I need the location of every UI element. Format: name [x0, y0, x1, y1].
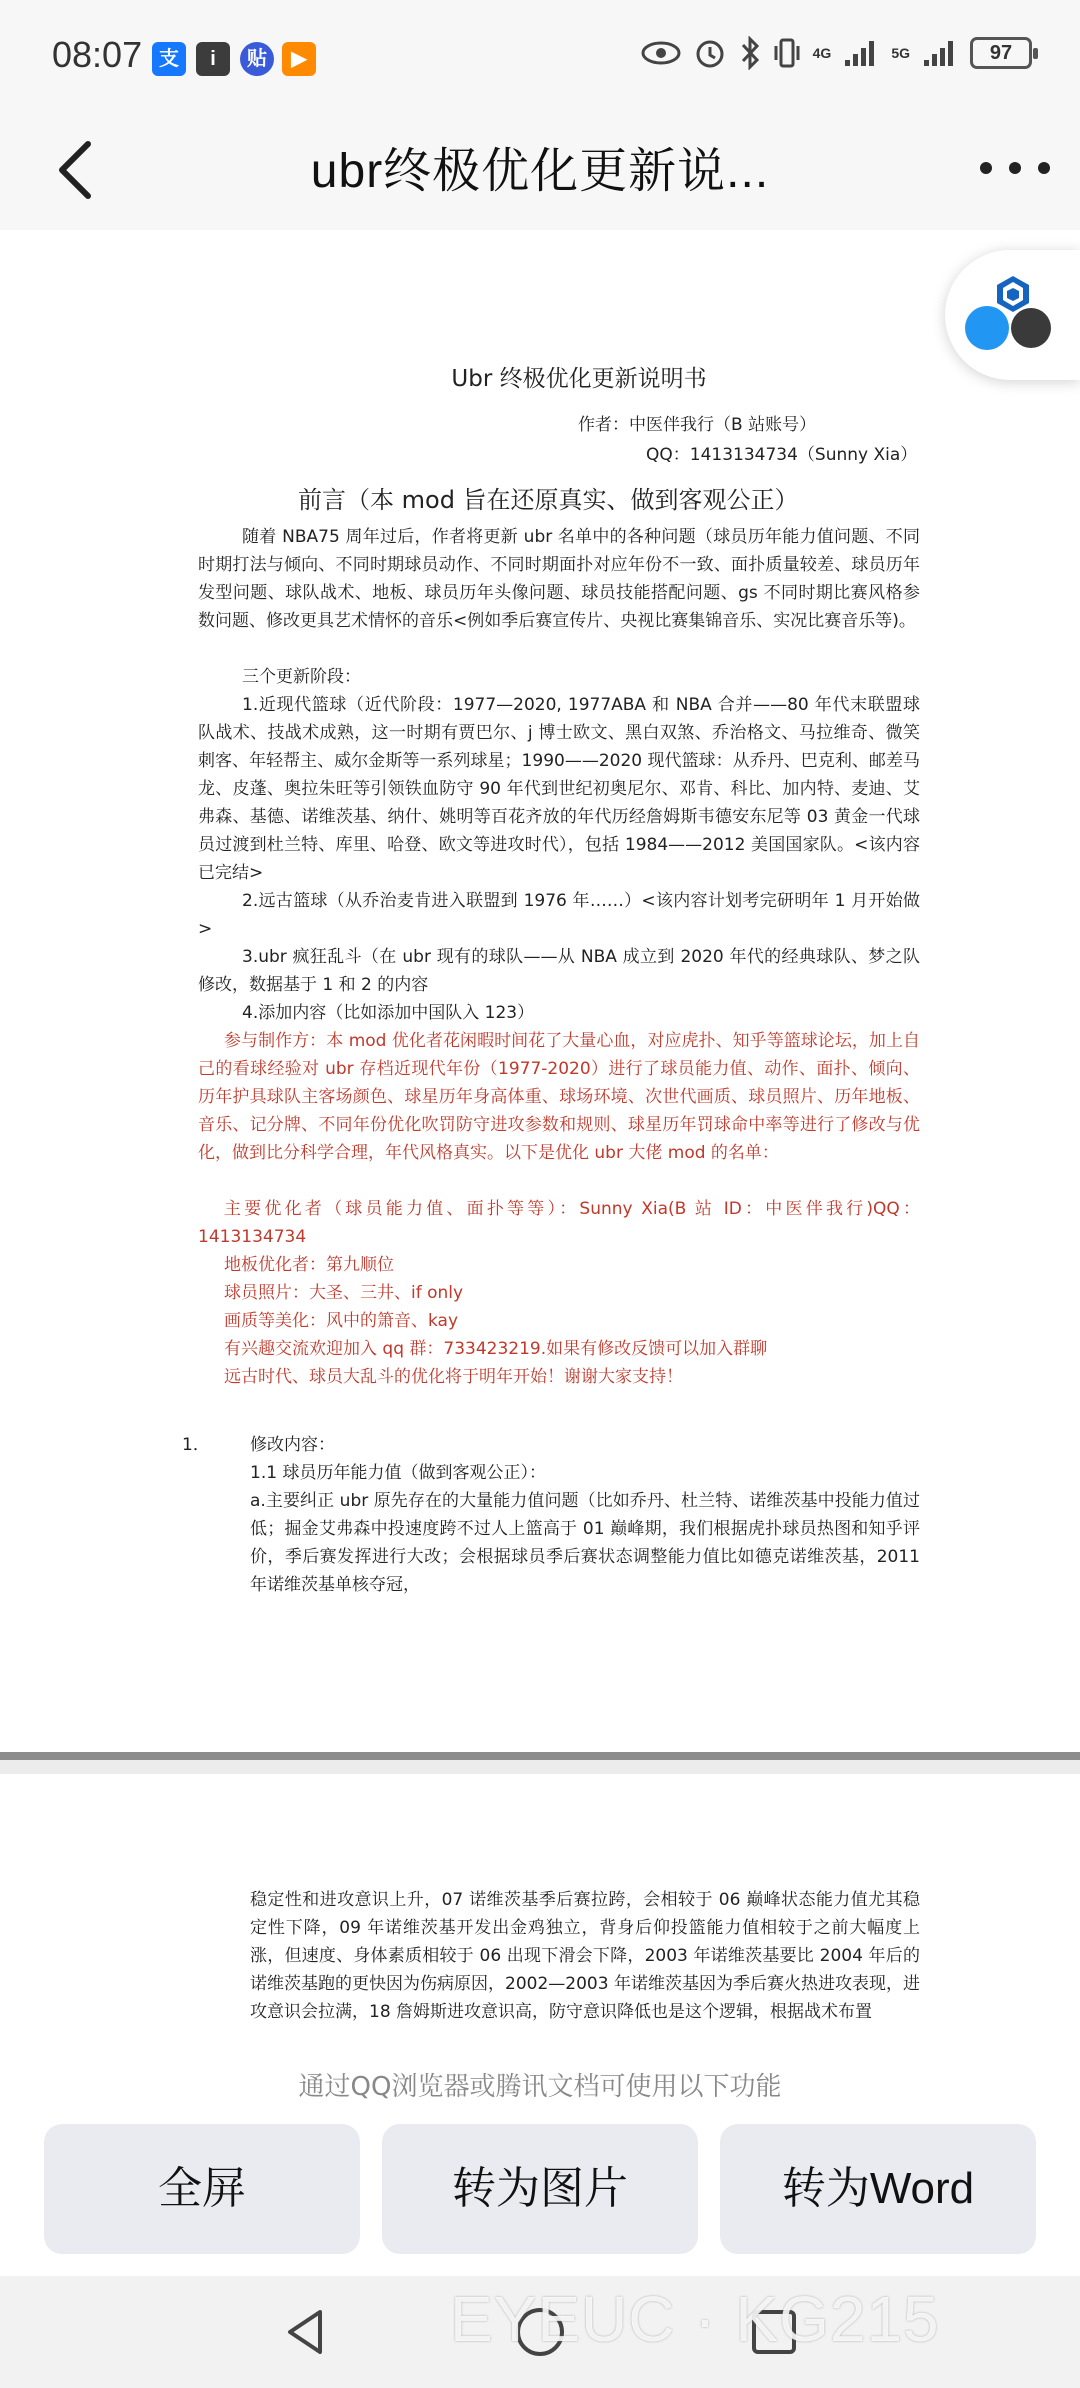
signal-icon [843, 38, 879, 68]
doc-graphics: 画质等美化：风中的箫音、kay [224, 1311, 459, 1331]
play-icon: ▶ [282, 42, 316, 76]
signal-icon-2 [922, 38, 958, 68]
doc-stage2: 2.远古篮球（从乔治麦肯进入联盟到 1976 年……）<该内容计划考完研明年 1 月开始做> [198, 891, 920, 939]
page-title: ubr终极优化更新说... [310, 145, 770, 198]
doc-qq: QQ：1413134734（Sunny Xia） [646, 445, 918, 465]
watermark: EYEUC · KG215 [450, 2283, 940, 2355]
doc-subtitle: 前言（本 mod 旨在还原真实、做到客观公正） [298, 486, 799, 514]
doc-stages-heading: 三个更新阶段： [242, 667, 361, 687]
feature-hint: 通过QQ浏览器或腾讯文档可使用以下功能 [298, 2072, 782, 2102]
vibrate-icon [773, 36, 801, 70]
document-page [182, 360, 920, 1595]
page-separator [0, 1752, 1080, 1760]
doc-contributors: 参与制作方：本 mod 优化者花闲暇时间花了大量心血，对应虎扑、知乎等篮球论坛，加上自己的看球经验对 ubr 存档近现代年份（1977-2020）进行了球员能力值、动作、面扑、倾向、历年护具球队主客场颜色、球星历年身高体重、球场环境、次世代画质、球员照片、历年地板、音乐、记分牌、不同年份优化吹罚防守进攻参数和规则、球星历年罚球命中率等进行了修改与优化，做到比分科学合理，年代风格真实。以下是优化 ubr 大佬 mod 的名单： [198, 1031, 920, 1163]
status-bar [0, 0, 1080, 110]
battery-indicator: 97 [970, 37, 1032, 69]
doc-floor: 地板优化者：第九顺位 [224, 1255, 394, 1275]
doc-author: 作者：中医伴我行（B 站账号） [578, 415, 817, 435]
doc-group: 有兴趣交流欢迎加入 qq 群：733423219.如果有修改反馈可以加入群聊 [224, 1339, 768, 1359]
fullscreen-button[interactable]: 全屏 [44, 2124, 360, 2254]
doc-stage4: 4.添加内容（比如添加中国队入 123） [242, 1003, 535, 1023]
more-dot-icon [980, 162, 992, 174]
title-bar [0, 110, 1080, 230]
doc-main-optimizer: 主要优化者（球员能力值、面扑等等）：Sunny Xia(B 站 ID：中医伴我行)QQ：1413134734 [198, 1199, 920, 1247]
doc-section-number: 1． [182, 1435, 210, 1455]
page-gap [0, 1760, 1080, 1774]
tieba-icon: 贴 [240, 42, 274, 76]
status-icons [641, 36, 1032, 70]
more-dot-icon [1009, 162, 1021, 174]
bluetooth-icon [739, 36, 761, 70]
doc-page2-text: 稳定性和进攻意识上升，07 诺维茨基季后赛拉跨，会相较于 06 巅峰状态能力值尤其稳定性下降，09 年诺维茨基开发出金鸡独立，背身后仰投篮能力值相较于之前大幅度上涨，但速度、身体素质相较于 06 出现下滑会下降，2003 年诺维茨基要比 2004 年后的诺维茨基跑的更快因为伤病原因，2002—2003 年诺维茨基因为季后赛火热进攻表现，进攻意识会拉满，18 詹姆斯进攻意识高，防守意识降低也是这个逻辑，根据战术布置 [250, 1890, 920, 2022]
convert-to-image-button[interactable]: 转为图片 [382, 2124, 698, 2254]
network-label-5g: 5G [891, 45, 910, 61]
alipay-icon: 支 [152, 42, 186, 76]
info-icon: i [196, 42, 230, 76]
doc-intro: 随着 NBA75 周年过后，作者将更新 ubr 名单中的各种问题（球员历年能力值问题、不同时期打法与倾向、不同时期球员动作、不同时期面扑对应年份不一致、面扑质量较差、球员历年发型问题、球队战术、地板、球员历年头像问题、球员技能搭配问题、gs 不同时期比赛风格参数问题、修改更具艺术情怀的音乐<例如季后赛宣传片、央视比赛集锦音乐、实况比赛音乐等)。 [198, 527, 920, 631]
nav-back-icon[interactable] [278, 2304, 334, 2360]
convert-to-word-button[interactable]: 转为Word [720, 2124, 1036, 2254]
cube-logo-icon [945, 250, 1080, 380]
floating-tools-button[interactable] [945, 250, 1080, 380]
doc-ancient: 远古时代、球员大乱斗的优化将于明年开始！谢谢大家支持！ [224, 1367, 683, 1387]
alarm-icon [693, 36, 727, 70]
doc-stage3: 3.ubr 疯狂乱斗（在 ubr 现有的球队——从 NBA 成立到 2020 年代的经典球队、梦之队修改，数据基于 1 和 2 的内容 [198, 947, 920, 995]
doc-title: Ubr 终极优化更新说明书 [451, 366, 707, 392]
more-dot-icon [1038, 162, 1050, 174]
doc-section-title: 修改内容： [250, 1435, 335, 1455]
more-options-button[interactable] [980, 148, 1050, 188]
status-time: 08:07 [52, 34, 143, 75]
eye-icon [641, 39, 681, 67]
network-label-4g: 4G [812, 45, 832, 61]
doc-stage1: 1.近现代篮球（近代阶段：1977—2020, 1977ABA 和 NBA 合并——80 年代末联盟球队战术、技战术成熟，这一时期有贾巴尔、j 博士欧文、黑白双煞、乔治格文、马拉维奇、微笑刺客、年轻帮主、威尔金斯等一系列球星；1990——2020 现代篮球：从乔丹、巴克利、邮差马龙、皮蓬、奥拉朱旺等引领铁血防守 90 年代到世纪初奥尼尔、邓肯、科比、加内特、麦迪、艾弗森、基德、诺维茨基、纳什、姚明等百花齐放的年代历经詹姆斯韦德安东尼等 03 黄金一代球员过渡到杜兰特、库里、哈登、欧文等进攻时代），包括 1984——2012 美国国家队。<该内容已完结> [198, 695, 920, 883]
doc-photos: 球员照片：大圣、三井、if only [224, 1283, 464, 1303]
doc-sub-title: 1.1 球员历年能力值（做到客观公正）： [250, 1463, 546, 1483]
doc-body-a: a.主要纠正 ubr 原先存在的大量能力值问题（比如乔丹、杜兰特、诺维茨基中投能力值过低；掘金艾弗森中投速度跨不过人上篮高于 01 巅峰期，我们根据虎扑球员热图和知乎评价，季后赛发挥进行大改；会根据球员季后赛状态调整能力值比如德克诺维茨基，2011 年诺维茨基单核夺冠， [250, 1491, 920, 1595]
